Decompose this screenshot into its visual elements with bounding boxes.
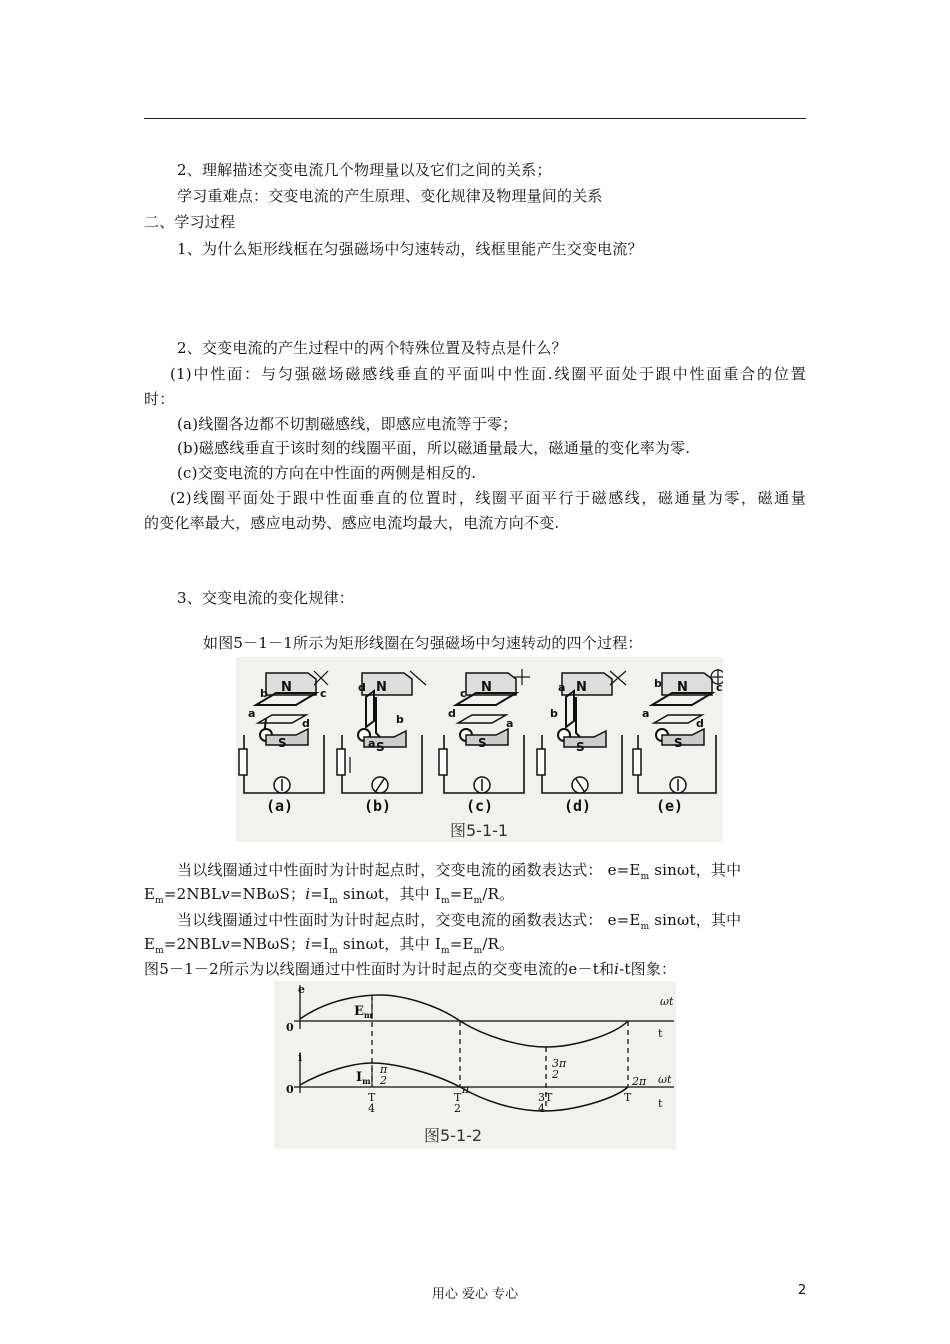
svg-text:N: N <box>481 680 492 695</box>
svg-text:a: a <box>248 707 256 720</box>
point-c: (c)交变电流的方向在中性面的两侧是相反的. <box>177 464 477 482</box>
tick-pi-half: π 2 <box>380 1063 388 1087</box>
perpendicular-plane: (2)线圈平面处于跟中性面垂直的位置时，线圈平面平行于磁感线，磁通量为零，磁通量 <box>170 489 806 507</box>
figure-5-1-2 <box>274 981 676 1149</box>
panel-c <box>439 669 530 793</box>
tick-pi: π <box>462 1083 470 1096</box>
svg-text:a: a <box>558 681 566 694</box>
panel-label-e: (e) <box>656 797 684 815</box>
point-b: (b)磁感线垂直于该时刻的线圈平面，所以磁通量最大，磁通量的变化率为零. <box>177 439 691 457</box>
panel-b <box>337 671 426 793</box>
question-2: 2、交变电流的产生过程中的两个特殊位置及特点是什么？ <box>177 339 567 357</box>
svg-text:b: b <box>260 687 268 700</box>
svg-text:N: N <box>677 680 688 695</box>
svg-text:b: b <box>654 677 662 690</box>
svg-text:S: S <box>674 736 683 750</box>
t-label-bottom: t <box>658 1097 663 1110</box>
t-label-top: t <box>658 1027 663 1040</box>
panel-a <box>239 671 328 793</box>
key-points: 学习重难点：交变电流的产生原理、变化规律及物理量间的关系 <box>177 187 603 205</box>
svg-text:b: b <box>550 707 558 720</box>
svg-text:a: a <box>642 707 650 720</box>
svg-text:a: a <box>368 737 376 750</box>
wt-label-top: ωt <box>660 995 674 1008</box>
objective-2: 2、理解描述交变电流几个物理量以及它们之间的关系； <box>177 161 552 179</box>
formula-line-1: 当以线圈通过中性面时为计时起点时，交变电流的函数表达式： $e=E_m$ sinωt，其中 <box>177 861 742 882</box>
svg-text:a: a <box>506 717 514 730</box>
e-axis-label: e <box>298 983 305 996</box>
formula-line-2: $E_m=2NBLv=NB\omega S$；$i=I_m$ sinωt，其中 $I_m=E_m/R$。 <box>144 885 515 906</box>
svg-text:d: d <box>302 717 310 730</box>
svg-text:N: N <box>576 680 587 695</box>
tick-3pi-half: 3π 2 <box>552 1057 567 1081</box>
svg-text:c: c <box>320 687 327 700</box>
svg-text:d: d <box>448 707 456 720</box>
figure2-caption: 图5-1-2 <box>424 1126 483 1145</box>
svg-text:d: d <box>696 717 704 730</box>
question-3: 3、交变电流的变化规律： <box>177 589 354 607</box>
point-a: (a)线圈各边都不切割磁感线，即感应电流等于零； <box>177 415 518 433</box>
question-1: 1、为什么矩形线框在匀强磁场中匀速转动，线框里能产生交变电流？ <box>177 240 643 258</box>
figure2-intro: 图5－1－2所示为以线圈通过中性面时为计时起点的交变电流的e－t和i-t图象： <box>144 960 677 978</box>
tick-2pi: 2π <box>632 1075 647 1088</box>
svg-text:S: S <box>478 736 487 750</box>
tick-t: T <box>624 1091 632 1104</box>
ac-graph <box>274 981 676 1149</box>
formula-line-4: $E_m=2NBLv=NB\omega S$；$i=I_m$ sinωt，其中 $I_m=E_m/R$。 <box>144 935 515 956</box>
neutral-plane-def-cont: 时： <box>144 390 175 408</box>
tick-t4: T 4 <box>368 1091 376 1115</box>
em-label: $E_m$ <box>354 1004 373 1020</box>
svg-text:c: c <box>716 681 723 694</box>
page-number: 2 <box>798 1283 807 1298</box>
panel-label-b: (b) <box>364 797 392 815</box>
im-label: $I_m$ <box>356 1070 371 1086</box>
footer-slogan: 用心 爱心 专心 <box>431 1287 519 1302</box>
header-rule <box>144 118 806 119</box>
tick-3t4: 3T 4 <box>538 1091 553 1115</box>
i-axis-label: i <box>298 1051 303 1064</box>
formula-line-3: 当以线圈通过中性面时为计时起点时，交变电流的函数表达式： $e=E_m$ sinωt，其中 <box>177 911 742 932</box>
figure-5-1-1 <box>236 657 723 842</box>
svg-text:b: b <box>396 713 404 726</box>
svg-text:N: N <box>376 680 387 695</box>
panel-d <box>537 671 626 793</box>
panel-e <box>633 669 723 793</box>
figure1-intro: 如图5－1－1所示为矩形线圈在匀强磁场中匀速转动的四个过程： <box>203 634 643 652</box>
panel-label-a: (a) <box>266 797 294 815</box>
figure1-caption: 图5-1-1 <box>450 821 509 840</box>
section-heading: 二、学习过程 <box>144 213 236 231</box>
svg-text:S: S <box>278 736 287 750</box>
svg-text:c: c <box>460 687 467 700</box>
panel-label-c: (c) <box>466 797 494 815</box>
origin-top: 0 <box>286 1021 294 1034</box>
svg-text:N: N <box>281 680 292 695</box>
neutral-plane-def: (1)中性面：与匀强磁场磁感线垂直的平面叫中性面.线圈平面处于跟中性面重合的位置 <box>170 365 806 383</box>
wt-label-bottom: ωt <box>658 1073 672 1086</box>
svg-text:S: S <box>576 740 585 754</box>
perpendicular-plane-cont: 的变化率最大，感应电动势、感应电流均最大，电流方向不变. <box>144 514 560 532</box>
svg-text:d: d <box>358 681 366 694</box>
generator-diagram <box>236 657 723 842</box>
origin-bottom: 0 <box>286 1083 294 1096</box>
svg-text:S: S <box>376 740 385 754</box>
tick-t2: T 2 <box>454 1091 462 1115</box>
panel-label-d: (d) <box>564 797 592 815</box>
